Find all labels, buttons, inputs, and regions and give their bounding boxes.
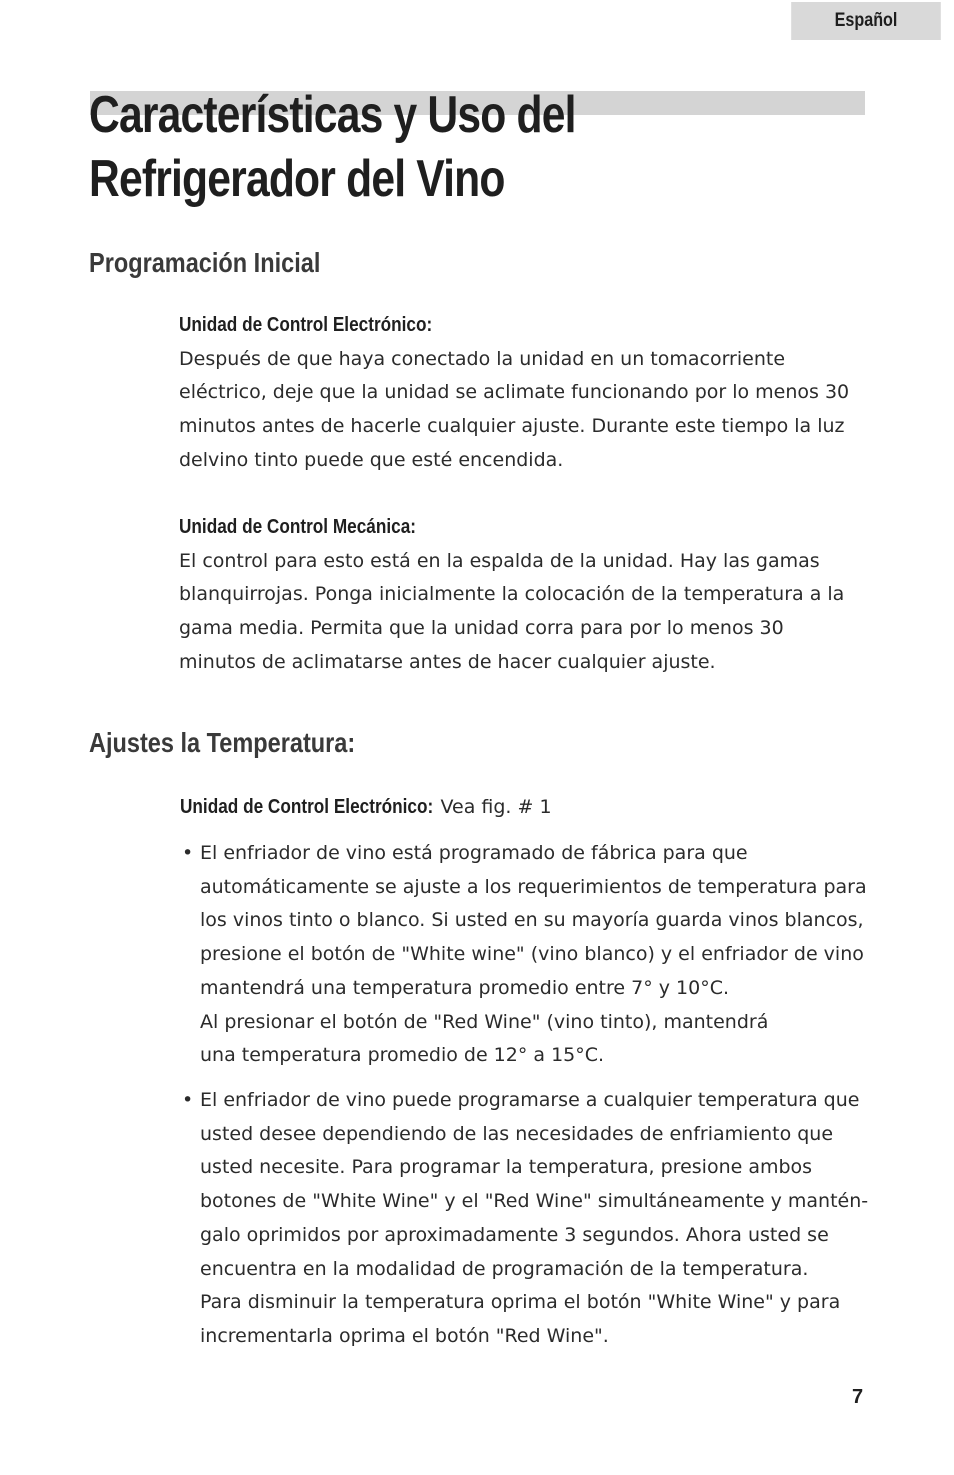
page-title-line-2: Refrigerador del Vino bbox=[89, 150, 505, 208]
text-line: El enfriador de vino puede programarse a cualquier temperatura que bbox=[200, 1089, 860, 1111]
bullet-dot-icon: • bbox=[182, 842, 194, 864]
bullet-item bbox=[179, 1084, 869, 1354]
text-line: usted necesite. Para programar la temperatura, presione ambos bbox=[200, 1156, 813, 1179]
text-line: mantendrá una temperatura promedio entre 7° y 10°C. bbox=[200, 976, 730, 999]
language-tab: Español bbox=[791, 2, 941, 40]
text-line: delvino tinto puede que esté encendida. bbox=[179, 448, 564, 471]
text-line: Al presionar el botón de "Red Wine" (vino tinto), mantendrá bbox=[200, 1010, 769, 1033]
subhead-temperature-electronic bbox=[180, 791, 870, 825]
paragraph-electronic-setup bbox=[179, 343, 869, 478]
text-line: presione el botón de "White wine" (vino blanco) y el enfriador de vino bbox=[200, 943, 864, 966]
text-line: eléctrico, deje que la unidad se aclimate funcionando por lo menos 30 bbox=[179, 381, 850, 404]
page-title bbox=[89, 83, 663, 211]
temperature-adjustment bbox=[180, 791, 870, 825]
text-line: botones de "White Wine" y el "Red Wine" simultáneamente y mantén- bbox=[200, 1190, 869, 1213]
paragraph-mechanical-setup bbox=[179, 545, 869, 680]
text-line: galo oprimidos por aproximadamente 3 segundos. Ahora usted se bbox=[200, 1223, 829, 1246]
text-line: minutos antes de hacerle cualquier ajuste. Durante este tiempo la luz bbox=[179, 415, 845, 438]
text-line: encuentra en la modalidad de programación de la temperatura. bbox=[200, 1257, 809, 1280]
section-heading-programacion: Programación Inicial bbox=[89, 247, 321, 278]
subhead-mechanical-control: Unidad de Control Mecánica: bbox=[179, 516, 417, 538]
bullet-factory-programming bbox=[179, 837, 869, 1073]
text-line: una temperatura promedio de 12° a 15°C. bbox=[200, 1044, 605, 1067]
text-line: blanquirrojas. Ponga inicialmente la colocación de la temperatura a la bbox=[179, 583, 845, 606]
page-title-line-1: Características y Uso del bbox=[89, 86, 576, 144]
section-heading-ajustes: Ajustes la Temperatura: bbox=[89, 727, 356, 758]
text-line: El enfriador de vino está programado de fábrica para que bbox=[200, 842, 748, 864]
bullet-dot-icon: • bbox=[182, 1089, 194, 1111]
bullet-item bbox=[179, 837, 869, 1073]
subhead-electronic-control: Unidad de Control Electrónico: bbox=[179, 314, 433, 336]
text-line: gama media. Permita que la unidad corra para por lo menos 30 bbox=[179, 617, 784, 640]
subhead-electronic-control: Unidad de Control Electrónico: bbox=[180, 796, 434, 818]
page-number: 7 bbox=[852, 1386, 864, 1408]
electronic-control-setup bbox=[179, 309, 869, 478]
text-line: usted desee dependiendo de las necesidades de enfriamiento que bbox=[200, 1122, 834, 1145]
bullet-custom-programming bbox=[179, 1084, 869, 1354]
text-line: los vinos tinto o blanco. Si usted en su mayoría guarda vinos blancos, bbox=[200, 909, 864, 932]
text-line: automáticamente se ajuste a los requerimientos de temperatura para bbox=[200, 875, 867, 898]
text-line: incrementarla oprima el botón "Red Wine". bbox=[200, 1324, 609, 1347]
text-line: Después de que haya conectado la unidad en un tomacorriente bbox=[179, 347, 786, 370]
text-line: Para disminuir la temperatura oprima el botón "White Wine" y para bbox=[200, 1291, 841, 1314]
mechanical-control-setup bbox=[179, 511, 869, 680]
text-line: El control para esto está en la espalda de la unidad. Hay las gamas bbox=[179, 549, 820, 572]
figure-reference: Vea fig. # 1 bbox=[434, 796, 552, 818]
text-line: minutos de aclimatarse antes de hacer cualquier ajuste. bbox=[179, 650, 716, 673]
